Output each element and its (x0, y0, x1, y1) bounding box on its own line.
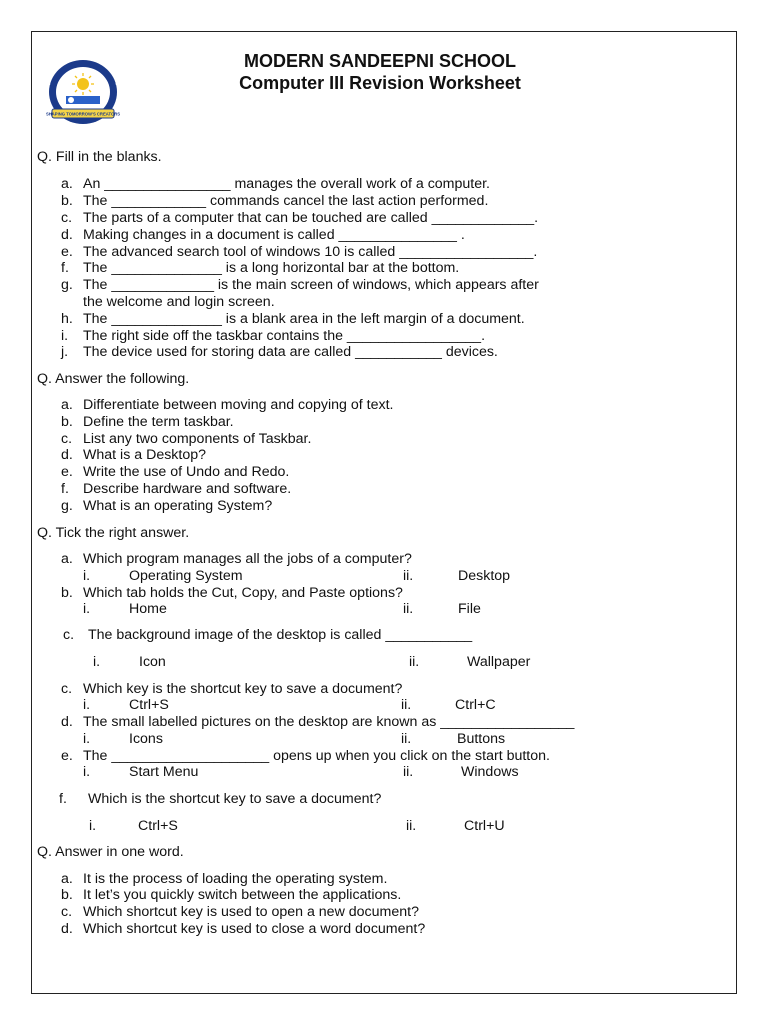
question-text: Which is the shortcut key to save a document? (88, 791, 382, 807)
option-text: Ctrl+C (455, 697, 496, 713)
option-numeral: ii. (403, 568, 414, 584)
option-text: Desktop (458, 568, 511, 584)
question-text: It is the process of loading the operating system. (83, 871, 388, 887)
question-text: Define the term taskbar. (83, 414, 234, 430)
item-marker: c. (61, 431, 73, 447)
item-marker: a. (61, 176, 73, 192)
item-marker: f. (59, 791, 67, 807)
question-text: An ________________ manages the overall work of a computer. (83, 176, 490, 192)
item-marker: d. (61, 921, 73, 937)
item-marker: g. (61, 277, 73, 293)
question-text: What is a Desktop? (83, 447, 207, 463)
item-marker: a. (61, 551, 73, 567)
item-marker: b. (61, 585, 73, 601)
question-text: Which program manages all the jobs of a computer? (83, 551, 412, 567)
option-numeral: ii. (403, 764, 414, 780)
question-text: Which shortcut key is used to open a new document? (83, 904, 419, 920)
item-marker: c. (61, 210, 73, 226)
question-text: The small labelled pictures on the desktop are known as _________________ (83, 714, 575, 730)
item-marker: c. (61, 904, 73, 920)
section-heading-answer-following: Q. Answer the following. (37, 371, 190, 387)
item-marker: g. (61, 498, 73, 514)
option-text: Buttons (457, 731, 506, 747)
item-marker: a. (61, 397, 73, 413)
option-numeral: i. (83, 731, 91, 747)
item-marker: f. (61, 260, 69, 276)
section-heading-tick-answer: Q. Tick the right answer. (37, 525, 190, 541)
question-text: Making changes in a document is called _______________ . (83, 227, 465, 243)
option-numeral: i. (83, 697, 91, 713)
question-text: Which tab holds the Cut, Copy, and Paste options? (83, 585, 403, 601)
item-marker: d. (61, 227, 73, 243)
item-marker: e. (61, 464, 73, 480)
worksheet-title: Computer III Revision Worksheet (239, 73, 521, 93)
question-text: The right side off the taskbar contains the _________________. (83, 328, 486, 344)
option-text: Ctrl+U (464, 818, 505, 834)
item-marker: b. (61, 193, 73, 209)
question-text: Which shortcut key is used to close a word document? (83, 921, 426, 937)
question-text: What is an operating System? (83, 498, 273, 514)
option-text: Home (129, 601, 167, 617)
item-marker: c. (63, 627, 75, 643)
school-name: MODERN SANDEEPNI SCHOOL (243, 51, 517, 71)
item-marker: a. (61, 871, 73, 887)
option-text: Start Menu (129, 764, 199, 780)
question-text: The background image of the desktop is called ___________ (88, 627, 473, 643)
option-text: Operating System (129, 568, 243, 584)
question-text: List any two components of Taskbar. (83, 431, 312, 447)
question-text: Which key is the shortcut key to save a document? (83, 681, 403, 697)
section-heading-fill-blanks: Q. Fill in the blanks. (37, 149, 162, 165)
section-heading-one-word: Q. Answer in one word. (37, 844, 184, 860)
option-numeral: i. (89, 818, 97, 834)
question-text: The _____________ is the main screen of windows, which appears after (83, 277, 539, 293)
option-numeral: ii. (409, 654, 420, 670)
question-text: Describe hardware and software. (83, 481, 292, 497)
option-numeral: i. (83, 568, 91, 584)
option-text: Icons (129, 731, 163, 747)
item-marker: d. (61, 714, 73, 730)
option-numeral: ii. (401, 731, 412, 747)
logo-ribbon-text: SHAPING TOMORROW'S CREATORS (45, 111, 121, 117)
school-logo (40, 48, 126, 130)
option-numeral: i. (83, 764, 91, 780)
item-marker: i. (61, 328, 69, 344)
question-text-continued: the welcome and login screen. (83, 294, 275, 310)
question-text: The device used for storing data are called ___________ devices. (83, 344, 498, 360)
option-numeral: i. (83, 601, 91, 617)
question-text: Differentiate between moving and copying of text. (83, 397, 394, 413)
option-numeral: ii. (406, 818, 417, 834)
item-marker: b. (61, 414, 73, 430)
question-text: The ____________ commands cancel the last action performed. (83, 193, 489, 209)
question-text: It let’s you quickly switch between the applications. (83, 887, 402, 903)
item-marker: b. (61, 887, 73, 903)
option-text: File (458, 601, 481, 617)
question-text: The parts of a computer that can be touched are called _____________. (83, 210, 539, 226)
item-marker: e. (61, 748, 73, 764)
option-text: Windows (461, 764, 519, 780)
item-marker: e. (61, 244, 73, 260)
question-text: The ____________________ opens up when you click on the start button. (83, 748, 550, 764)
item-marker: h. (61, 311, 73, 327)
question-text: The advanced search tool of windows 10 is called _________________. (83, 244, 538, 260)
item-marker: c. (61, 681, 73, 697)
question-text: The ______________ is a long horizontal bar at the bottom. (83, 260, 460, 276)
option-numeral: ii. (403, 601, 414, 617)
item-marker: d. (61, 447, 73, 463)
option-text: Icon (139, 654, 166, 670)
question-text: The ______________ is a blank area in the left margin of a document. (83, 311, 525, 327)
question-text: Write the use of Undo and Redo. (83, 464, 290, 480)
option-text: Ctrl+S (138, 818, 178, 834)
option-numeral: ii. (401, 697, 412, 713)
option-text: Ctrl+S (129, 697, 169, 713)
item-marker: f. (61, 481, 69, 497)
option-text: Wallpaper (467, 654, 531, 670)
logo-arc-text: MODERN SANDEEPNI SCHOOL (45, 49, 121, 86)
item-marker: j. (61, 344, 69, 360)
option-numeral: i. (93, 654, 101, 670)
